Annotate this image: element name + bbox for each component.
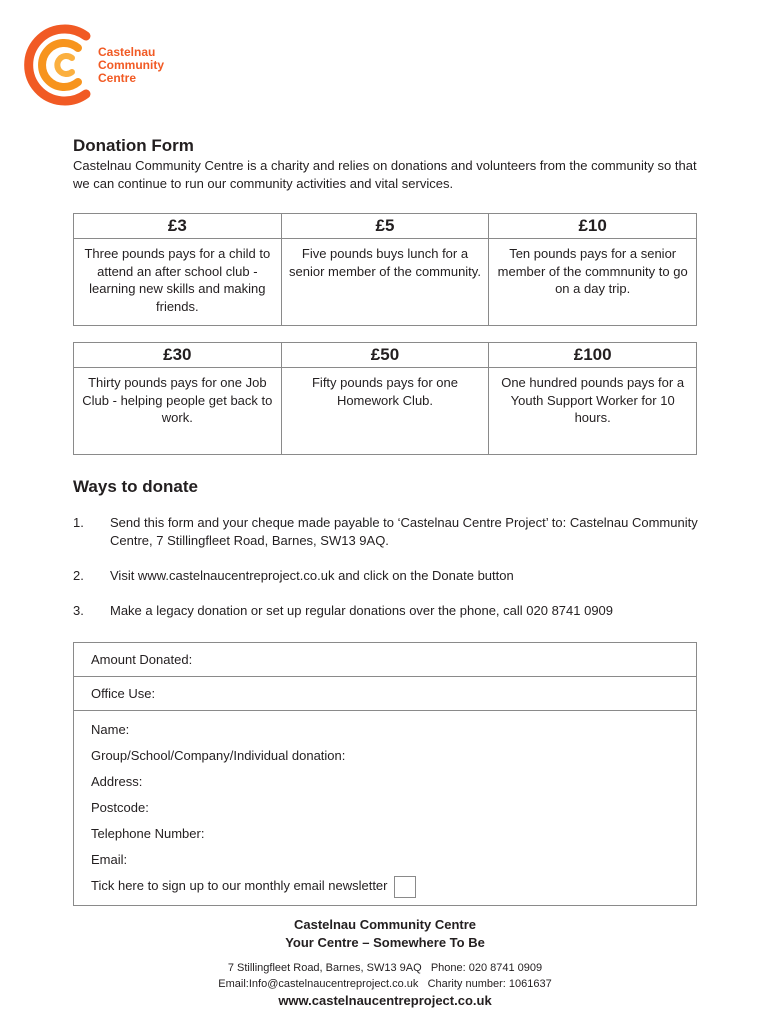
amount-cell: £100 xyxy=(489,343,697,368)
footer-website[interactable]: www.castelnaucentreproject.co.uk xyxy=(278,993,492,1008)
footer-name: Castelnau Community Centre xyxy=(293,917,477,932)
postcode-label: Postcode: xyxy=(91,800,149,815)
newsletter-row xyxy=(91,873,679,899)
telephone-label: Telephone Number: xyxy=(91,826,205,841)
address-field[interactable] xyxy=(91,769,679,795)
amount-cell: £3 xyxy=(74,214,282,239)
logo-line-1: Castelnau xyxy=(98,45,156,59)
logo-line-2: Community xyxy=(98,58,164,72)
footer-tagline: Your Centre – Somewhere To Be xyxy=(285,935,485,950)
ways-list xyxy=(73,514,713,637)
list-number: 3. xyxy=(73,603,84,618)
logo-line-3: Centre xyxy=(98,71,137,85)
office-use-label: Office Use: xyxy=(91,686,156,701)
intro-text: Castelnau Community Centre is a charity and relies on donations and volunteers from the community so that we can continue to run our community activities and vital services. xyxy=(73,158,697,191)
amount-description: Fifty pounds pays for one Homework Club. xyxy=(281,368,489,455)
amount-description: One hundred pounds pays for a Youth Support Worker for 10 hours. xyxy=(489,368,697,455)
group-field[interactable] xyxy=(91,743,679,769)
list-number: 2. xyxy=(73,568,84,583)
office-use-field[interactable] xyxy=(74,677,696,711)
donation-amounts-table-1 xyxy=(73,213,697,326)
postcode-field[interactable] xyxy=(91,795,679,821)
amount-cell: £50 xyxy=(281,343,489,368)
list-text: Make a legacy donation or set up regular donations over the phone, call 020 8741 0909 xyxy=(110,603,614,618)
logo-text xyxy=(98,46,164,85)
amount-description: Ten pounds pays for a senior member of the commnunity to go on a day trip. xyxy=(489,239,697,326)
email-field[interactable] xyxy=(91,847,679,873)
name-field[interactable] xyxy=(91,717,679,743)
email-label: Email: xyxy=(91,852,128,867)
donation-details-form xyxy=(73,642,697,906)
amount-cell: £5 xyxy=(281,214,489,239)
amount-donated-label: Amount Donated: xyxy=(91,652,193,667)
group-label: Group/School/Company/Individual donation: xyxy=(91,748,346,763)
amount-donated-field[interactable] xyxy=(74,643,696,677)
list-item xyxy=(73,514,713,550)
newsletter-checkbox[interactable] xyxy=(394,876,416,898)
telephone-field[interactable] xyxy=(91,821,679,847)
name-label: Name: xyxy=(91,722,130,737)
footer-address-phone: 7 Stillingfleet Road, Barnes, SW13 9AQ Phone: 020 8741 0909 xyxy=(227,962,543,974)
list-number: 1. xyxy=(73,515,84,530)
amount-description: Thirty pounds pays for one Job Club - helping people get back to work. xyxy=(74,368,282,455)
list-item xyxy=(73,602,713,620)
ways-heading: Ways to donate xyxy=(73,477,198,496)
footer-email-charity: Email:Info@castelnaucentreproject.co.uk Charity number: 1061637 xyxy=(218,978,552,990)
address-label: Address: xyxy=(91,774,143,789)
footer xyxy=(0,916,770,1010)
list-text: Send this form and your cheque made payable to ‘Castelnau Centre Project’ to: Castelnau Community Centre, 7 Stillingfleet Road, Barnes, SW13 9AQ. xyxy=(110,515,698,548)
amount-cell: £30 xyxy=(74,343,282,368)
amount-description: Three pounds pays for a child to attend an after school club - learning new skills and making friends. xyxy=(74,239,282,326)
amount-description: Five pounds buys lunch for a senior member of the community. xyxy=(281,239,489,326)
page-title: Donation Form xyxy=(73,136,194,155)
donation-amounts-table-2 xyxy=(73,342,697,455)
list-text: Visit www.castelnaucentreproject.co.uk and click on the Donate button xyxy=(110,568,514,583)
logo xyxy=(22,22,182,112)
newsletter-label: Tick here to sign up to our monthly email newsletter xyxy=(91,878,388,893)
list-item xyxy=(73,567,713,585)
logo-mark xyxy=(22,22,102,108)
donor-details xyxy=(74,711,696,905)
amount-cell: £10 xyxy=(489,214,697,239)
